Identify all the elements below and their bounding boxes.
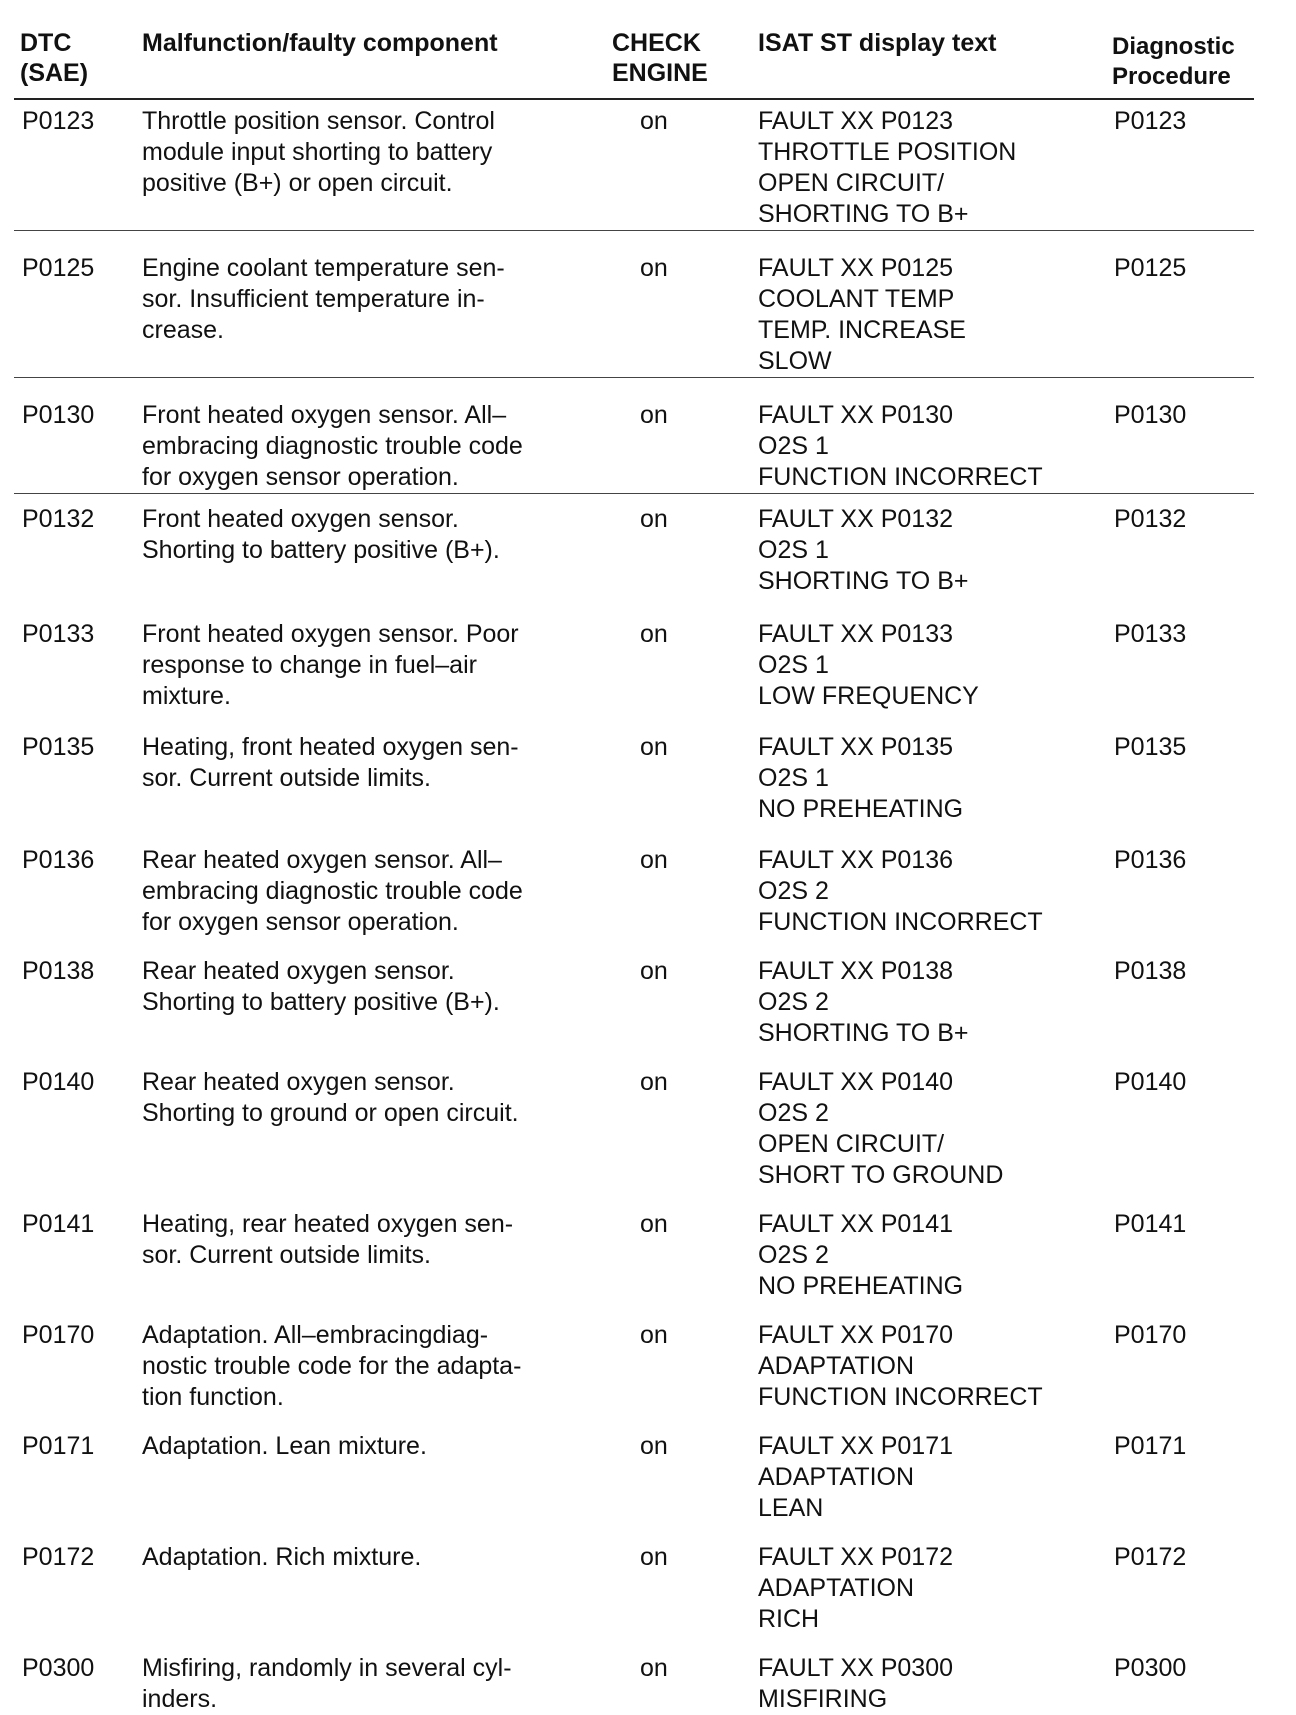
isat-display-line: FAULT XX P0141 [758,1210,954,1238]
check-engine-cell [612,597,752,712]
header-check-line2: ENGINE [612,59,708,87]
malfunction-line: Front heated oxygen sensor. Poor [142,620,519,648]
check-engine-cell [612,231,752,378]
malfunction-cell [136,1191,612,1302]
malfunction-line: embracing diagnostic trouble code [142,877,523,905]
table-row [14,712,1254,825]
isat-display-line: FAULT XX P0172 [758,1543,954,1571]
check-engine-status: on [640,957,668,985]
isat-display-cell [752,1635,1106,1715]
isat-display-cell [752,1191,1106,1302]
isat-display-line: FUNCTION INCORRECT [758,1383,1043,1411]
header-row [14,24,1254,99]
dtc-code-cell [14,597,136,712]
malfunction-cell [136,99,612,231]
malfunction-cell [136,938,612,1049]
isat-display-line: O2S 2 [758,877,829,905]
diagnostic-procedure: P0130 [1114,401,1187,429]
diagnostic-procedure-cell [1106,1302,1254,1413]
check-engine-status: on [640,1321,668,1349]
malfunction-line: tion function. [142,1383,284,1411]
isat-display-line: FAULT XX P0136 [758,846,954,874]
isat-display-line: OPEN CIRCUIT/ [758,1130,945,1158]
isat-display-line: NO PREHEATING [758,795,964,823]
isat-display-line: MISFIRING [758,1685,888,1713]
check-engine-cell [612,99,752,231]
check-engine-cell [612,825,752,938]
malfunction-line: nostic trouble code for the adapta- [142,1352,522,1380]
diagnostic-procedure: P0300 [1114,1654,1187,1682]
isat-display-cell [752,1413,1106,1524]
dtc-code: P0132 [22,505,95,533]
dtc-code-cell [14,231,136,378]
malfunction-cell [136,378,612,494]
isat-display-line: SHORT TO GROUND [758,1161,1004,1189]
malfunction-cell [136,231,612,378]
isat-display-line: O2S 2 [758,1241,829,1269]
header-malfunction [136,24,612,99]
malfunction-line: Rear heated oxygen sensor. [142,957,455,985]
malfunction-cell [136,1524,612,1635]
isat-display-cell [752,938,1106,1049]
table-row [14,938,1254,1049]
isat-display-line: FAULT XX P0138 [758,957,954,985]
table-row [14,1302,1254,1413]
dtc-code: P0130 [22,401,95,429]
malfunction-line: positive (B+) or open circuit. [142,169,453,197]
dtc-code-cell [14,99,136,231]
diagnostic-procedure-cell [1106,494,1254,598]
malfunction-line: Front heated oxygen sensor. [142,505,459,533]
isat-display-line: O2S 2 [758,988,829,1016]
diagnostic-procedure-cell [1106,1635,1254,1715]
diagnostic-procedure: P0133 [1114,620,1187,648]
table-row [14,597,1254,712]
check-engine-cell [612,1635,752,1715]
isat-display-line: OPEN CIRCUIT/ [758,169,945,197]
check-engine-status: on [640,846,668,874]
diagnostic-procedure: P0171 [1114,1432,1187,1460]
diagnostic-procedure: P0135 [1114,733,1187,761]
table-row [14,231,1254,378]
dtc-code: P0171 [22,1432,95,1460]
table-row [14,1635,1254,1715]
table-row [14,1524,1254,1635]
check-engine-cell [612,938,752,1049]
isat-display-line: O2S 1 [758,432,829,460]
malfunction-line: mixture. [142,682,231,710]
malfunction-line: Adaptation. All–embracingdiag- [142,1321,489,1349]
isat-display-line: FAULT XX P0132 [758,505,954,533]
table-row [14,1191,1254,1302]
check-engine-cell [612,378,752,494]
diagnostic-procedure-cell [1106,231,1254,378]
check-engine-status: on [640,401,668,429]
isat-display-cell [752,712,1106,825]
malfunction-line: Misfiring, randomly in several cyl- [142,1654,512,1682]
diagnostic-procedure-cell [1106,825,1254,938]
malfunction-line: embracing diagnostic trouble code [142,432,523,460]
isat-display-line: O2S 1 [758,651,829,679]
header-dtc-line1: DTC [20,29,72,57]
dtc-table [14,24,1254,1715]
dtc-code-cell [14,1302,136,1413]
header-check-engine [612,24,752,99]
isat-display-line: FUNCTION INCORRECT [758,908,1043,936]
diagnostic-procedure-cell [1106,99,1254,231]
check-engine-cell [612,494,752,598]
isat-display-line: O2S 1 [758,536,829,564]
header-dtc [14,24,136,99]
isat-display-line: FUNCTION INCORRECT [758,463,1043,491]
isat-display-line: ADAPTATION [758,1352,915,1380]
malfunction-line: Heating, front heated oxygen sen- [142,733,519,761]
header-diagnostic-procedure [1106,24,1254,99]
malfunction-line: Shorting to battery positive (B+). [142,988,500,1016]
dtc-code: P0172 [22,1543,95,1571]
diagnostic-procedure-cell [1106,1049,1254,1191]
check-engine-status: on [640,620,668,648]
dtc-code: P0125 [22,254,95,282]
malfunction-line: Front heated oxygen sensor. All– [142,401,507,429]
dtc-code-cell [14,1635,136,1715]
table-row [14,494,1254,598]
check-engine-status: on [640,1210,668,1238]
isat-display-line: ADAPTATION [758,1574,915,1602]
dtc-code: P0141 [22,1210,95,1238]
malfunction-cell [136,1049,612,1191]
malfunction-cell [136,712,612,825]
malfunction-cell [136,1635,612,1715]
check-engine-status: on [640,733,668,761]
isat-display-cell [752,1524,1106,1635]
dtc-code: P0135 [22,733,95,761]
diagnostic-procedure-cell [1106,597,1254,712]
diagnostic-procedure: P0132 [1114,505,1187,533]
check-engine-status: on [640,1068,668,1096]
dtc-code-cell [14,938,136,1049]
isat-display-line: NO PREHEATING [758,1272,964,1300]
header-malfunction-text: Malfunction/faulty component [142,29,498,57]
diagnostic-procedure: P0141 [1114,1210,1187,1238]
header-proc-line2: Procedure [1112,63,1231,90]
isat-display-line: FAULT XX P0130 [758,401,954,429]
malfunction-line: Adaptation. Rich mixture. [142,1543,422,1571]
malfunction-line: crease. [142,316,224,344]
check-engine-status: on [640,505,668,533]
dtc-code-cell [14,1524,136,1635]
malfunction-line: Heating, rear heated oxygen sen- [142,1210,514,1238]
isat-display-cell [752,99,1106,231]
table-body [14,99,1254,1715]
diagnostic-procedure-cell [1106,378,1254,494]
malfunction-cell [136,494,612,598]
isat-display-line: COOLANT TEMP [758,285,955,313]
dtc-code: P0136 [22,846,95,874]
isat-display-cell [752,1302,1106,1413]
malfunction-line: Shorting to battery positive (B+). [142,536,500,564]
header-dtc-line2: (SAE) [20,59,89,87]
isat-display-line: TEMP. INCREASE [758,316,966,344]
dtc-code: P0140 [22,1068,95,1096]
malfunction-cell [136,597,612,712]
isat-display-line: FAULT XX P0135 [758,733,954,761]
table-row [14,378,1254,494]
isat-display-line: O2S 1 [758,764,829,792]
diagnostic-procedure: P0136 [1114,846,1187,874]
table-header [14,24,1254,99]
header-proc-line1: Diagnostic [1112,33,1235,60]
diagnostic-procedure-cell [1106,712,1254,825]
malfunction-line: for oxygen sensor operation. [142,908,459,936]
diagnostic-procedure: P0125 [1114,254,1187,282]
malfunction-line: Engine coolant temperature sen- [142,254,505,282]
check-engine-cell [612,1524,752,1635]
isat-display-line: SHORTING TO B+ [758,1019,969,1047]
malfunction-cell [136,825,612,938]
isat-display-cell [752,494,1106,598]
header-check-line1: CHECK [612,29,701,57]
table-row [14,825,1254,938]
dtc-code: P0170 [22,1321,95,1349]
table-row [14,99,1254,231]
malfunction-cell [136,1302,612,1413]
header-isat-text: ISAT ST display text [758,29,997,57]
malfunction-line: Rear heated oxygen sensor. [142,1068,455,1096]
malfunction-line: for oxygen sensor operation. [142,463,459,491]
table-row [14,1049,1254,1191]
check-engine-status: on [640,1543,668,1571]
dtc-code: P0123 [22,107,95,135]
diagnostic-procedure: P0170 [1114,1321,1187,1349]
malfunction-line: Shorting to ground or open circuit. [142,1099,519,1127]
dtc-code: P0133 [22,620,95,648]
isat-display-cell [752,597,1106,712]
dtc-code-cell [14,1413,136,1524]
dtc-code: P0138 [22,957,95,985]
isat-display-line: SHORTING TO B+ [758,567,969,595]
diagnostic-procedure-cell [1106,1191,1254,1302]
isat-display-line: O2S 2 [758,1099,829,1127]
diagnostic-procedure-cell [1106,1413,1254,1524]
check-engine-status: on [640,254,668,282]
isat-display-line: FAULT XX P0300 [758,1654,954,1682]
diagnostic-procedure-cell [1106,1524,1254,1635]
check-engine-cell [612,1302,752,1413]
diagnostic-procedure: P0138 [1114,957,1187,985]
isat-display-cell [752,825,1106,938]
check-engine-cell [612,1191,752,1302]
check-engine-cell [612,1049,752,1191]
diagnostic-procedure: P0123 [1114,107,1187,135]
isat-display-line: FAULT XX P0140 [758,1068,954,1096]
diagnostic-procedure-cell [1106,938,1254,1049]
isat-display-line: FAULT XX P0123 [758,107,954,135]
check-engine-status: on [640,1432,668,1460]
isat-display-line: THROTTLE POSITION [758,138,1017,166]
isat-display-line: FAULT XX P0171 [758,1432,954,1460]
diagnostic-procedure: P0172 [1114,1543,1187,1571]
isat-display-line: LEAN [758,1494,824,1522]
isat-display-line: LOW FREQUENCY [758,682,979,710]
check-engine-cell [612,712,752,825]
diagnostic-procedure: P0140 [1114,1068,1187,1096]
dtc-code: P0300 [22,1654,95,1682]
isat-display-line: FAULT XX P0170 [758,1321,954,1349]
isat-display-line: FAULT XX P0133 [758,620,954,648]
isat-display-line: ADAPTATION [758,1463,915,1491]
malfunction-line: inders. [142,1685,218,1713]
table-row [14,1413,1254,1524]
isat-display-line: FAULT XX P0125 [758,254,954,282]
malfunction-line: sor. Insufficient temperature in- [142,285,485,313]
check-engine-status: on [640,1654,668,1682]
isat-display-cell [752,1049,1106,1191]
malfunction-line: Rear heated oxygen sensor. All– [142,846,502,874]
malfunction-cell [136,1413,612,1524]
dtc-code-cell [14,712,136,825]
malfunction-line: module input shorting to battery [142,138,493,166]
malfunction-line: Adaptation. Lean mixture. [142,1432,427,1460]
check-engine-status: on [640,107,668,135]
check-engine-cell [612,1413,752,1524]
isat-display-line: RICH [758,1605,820,1633]
isat-display-cell [752,231,1106,378]
malfunction-line: sor. Current outside limits. [142,1241,431,1269]
dtc-code-cell [14,1049,136,1191]
dtc-code-cell [14,825,136,938]
malfunction-line: response to change in fuel–air [142,651,477,679]
dtc-code-cell [14,378,136,494]
isat-display-line: SHORTING TO B+ [758,200,969,228]
isat-display-line: SLOW [758,347,832,375]
isat-display-cell [752,378,1106,494]
malfunction-line: sor. Current outside limits. [142,764,431,792]
header-isat [752,24,1106,99]
dtc-code-cell [14,1191,136,1302]
malfunction-line: Throttle position sensor. Control [142,107,495,135]
dtc-code-cell [14,494,136,598]
